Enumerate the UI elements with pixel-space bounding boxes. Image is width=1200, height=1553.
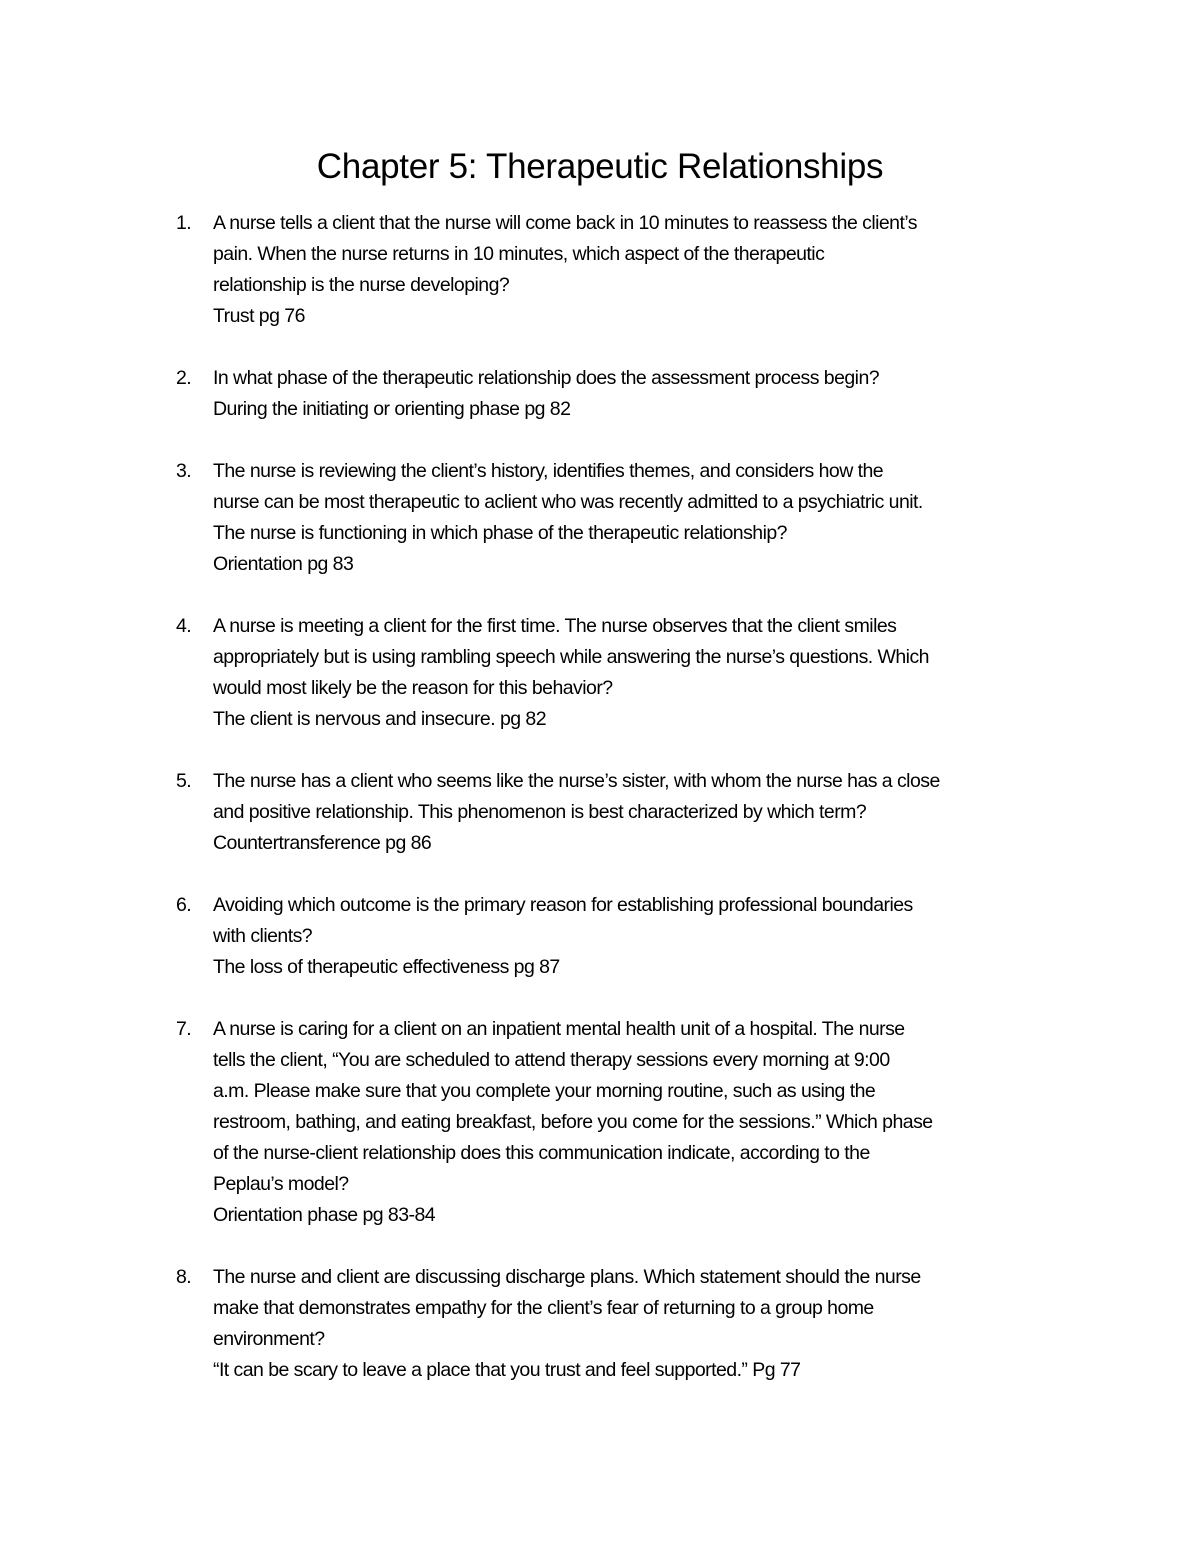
- question-text-line: pain. When the nurse returns in 10 minutes, which aspect of the therapeutic: [213, 243, 825, 265]
- question-text-line: restroom, bathing, and eating breakfast, before you come for the sessions.” Which phase: [213, 1111, 933, 1133]
- answer-text: Orientation phase pg 83-84: [213, 1204, 436, 1226]
- question-number: 4.: [176, 615, 192, 637]
- question-text-line: of the nurse-client relationship does this communication indicate, according to the: [213, 1142, 870, 1164]
- question-text-line: Avoiding which outcome is the primary reason for establishing professional boundaries: [213, 894, 913, 916]
- question-text-line: A nurse is meeting a client for the first time. The nurse observes that the client smiles: [213, 615, 897, 637]
- question-number: 3.: [176, 460, 192, 482]
- question-item-1: [176, 208, 1076, 332]
- question-number: 5.: [176, 770, 192, 792]
- question-text-line: a.m. Please make sure that you complete your morning routine, such as using the: [213, 1080, 876, 1102]
- answer-text: The client is nervous and insecure. pg 82: [213, 708, 546, 730]
- question-number: 6.: [176, 894, 192, 916]
- answer-text: During the initiating or orienting phase pg 82: [213, 398, 571, 420]
- answer-text: Orientation pg 83: [213, 553, 354, 575]
- question-number: 7.: [176, 1018, 192, 1040]
- question-text-line: relationship is the nurse developing?: [213, 274, 510, 296]
- question-number: 2.: [176, 367, 192, 389]
- question-item-5: [176, 766, 1076, 859]
- answer-text: The loss of therapeutic effectiveness pg 87: [213, 956, 560, 978]
- question-item-6: [176, 890, 1076, 983]
- question-text-line: The nurse has a client who seems like the nurse’s sister, with whom the nurse has a close: [213, 770, 940, 792]
- question-text-line: Peplau’s model?: [213, 1173, 349, 1195]
- question-text-line: make that demonstrates empathy for the client’s fear of returning to a group home: [213, 1297, 874, 1319]
- question-text-line: The nurse is functioning in which phase of the therapeutic relationship?: [213, 522, 787, 544]
- question-item-7: [176, 1014, 1076, 1231]
- question-text-line: The nurse is reviewing the client’s history, identifies themes, and considers how the: [213, 460, 884, 482]
- question-text-line: appropriately but is using rambling speech while answering the nurse’s questions. Which: [213, 646, 929, 668]
- answer-text: Trust pg 76: [213, 305, 305, 327]
- question-text-line: nurse can be most therapeutic to aclient who was recently admitted to a psychiatric unit.: [213, 491, 923, 513]
- question-text-line: and positive relationship. This phenomenon is best characterized by which term?: [213, 801, 867, 823]
- question-text-line: The nurse and client are discussing discharge plans. Which statement should the nurse: [213, 1266, 921, 1288]
- page-title: Chapter 5: Therapeutic Relationships: [316, 147, 884, 186]
- question-number: 8.: [176, 1266, 192, 1288]
- question-item-2: [176, 363, 1076, 425]
- answer-text: Countertransference pg 86: [213, 832, 432, 854]
- question-item-4: [176, 611, 1076, 735]
- question-item-8: [176, 1262, 1076, 1386]
- question-item-3: [176, 456, 1076, 580]
- question-text-line: with clients?: [213, 925, 313, 947]
- question-text-line: In what phase of the therapeutic relationship does the assessment process begin?: [213, 367, 880, 389]
- question-text-line: would most likely be the reason for this behavior?: [213, 677, 613, 699]
- question-text-line: environment?: [213, 1328, 325, 1350]
- question-text-line: A nurse is caring for a client on an inpatient mental health unit of a hospital. The nurse: [213, 1018, 905, 1040]
- question-list: [176, 208, 1076, 1417]
- answer-text: “It can be scary to leave a place that you trust and feel supported.” Pg 77: [213, 1359, 801, 1381]
- question-text-line: A nurse tells a client that the nurse will come back in 10 minutes to reassess the client’s: [213, 212, 917, 234]
- question-text-line: tells the client, “You are scheduled to attend therapy sessions every morning at 9:00: [213, 1049, 890, 1071]
- question-number: 1.: [176, 212, 192, 234]
